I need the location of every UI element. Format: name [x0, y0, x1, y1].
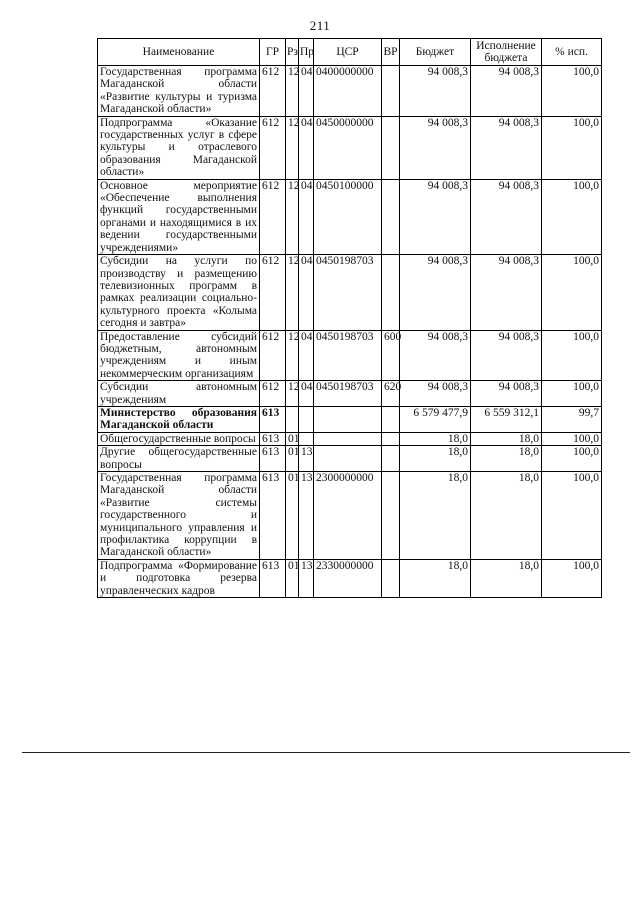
cell-budget: 18,0 — [400, 472, 471, 560]
cell-percent: 100,0 — [542, 255, 602, 330]
cell-rz: 12 — [286, 179, 299, 254]
cell-percent: 100,0 — [542, 179, 602, 254]
cell-name: Подпрограмма «Оказание государственных услуг в сфере культуры и отраслевого образования Магаданской области» — [98, 116, 260, 179]
cell-gr: 613 — [260, 559, 286, 597]
cell-execution: 94 008,3 — [471, 330, 542, 381]
cell-vr: 620 — [382, 381, 400, 407]
cell-rz: 12 — [286, 381, 299, 407]
cell-execution: 94 008,3 — [471, 66, 542, 117]
cell-csr — [314, 406, 382, 432]
cell-vr — [382, 472, 400, 560]
cell-name: Субсидии на услуги по производству и размещению телевизионных программ в рамках реализации социально-культурного проекта «Колыма сегодня и завтра» — [98, 255, 260, 330]
cell-gr: 612 — [260, 66, 286, 117]
cell-pr — [299, 406, 314, 432]
cell-csr: 0450000000 — [314, 116, 382, 179]
table-row — [98, 446, 602, 472]
cell-vr — [382, 559, 400, 597]
cell-budget: 94 008,3 — [400, 330, 471, 381]
cell-budget: 94 008,3 — [400, 381, 471, 407]
cell-csr: 2330000000 — [314, 559, 382, 597]
table-row — [98, 179, 602, 254]
cell-pr: 04 — [299, 330, 314, 381]
cell-percent: 100,0 — [542, 432, 602, 445]
cell-name: Общегосударственные вопросы — [98, 432, 260, 445]
cell-csr: 0450198703 — [314, 330, 382, 381]
header-rz: Рз — [286, 39, 299, 66]
table-row — [98, 432, 602, 445]
table-row — [98, 472, 602, 560]
cell-rz: 12 — [286, 66, 299, 117]
cell-budget: 94 008,3 — [400, 179, 471, 254]
cell-rz: 01 — [286, 472, 299, 560]
cell-pr: 13 — [299, 446, 314, 472]
cell-vr — [382, 446, 400, 472]
cell-execution: 94 008,3 — [471, 116, 542, 179]
cell-gr: 613 — [260, 446, 286, 472]
cell-execution: 94 008,3 — [471, 255, 542, 330]
cell-gr: 612 — [260, 381, 286, 407]
cell-csr — [314, 446, 382, 472]
cell-vr — [382, 116, 400, 179]
cell-percent: 100,0 — [542, 381, 602, 407]
cell-gr: 612 — [260, 255, 286, 330]
cell-rz: 12 — [286, 116, 299, 179]
cell-csr: 0450198703 — [314, 255, 382, 330]
table-row — [98, 330, 602, 381]
header-vr: ВР — [382, 39, 400, 66]
cell-execution: 18,0 — [471, 472, 542, 560]
cell-csr — [314, 432, 382, 445]
page-number: 211 — [309, 18, 331, 33]
cell-name: Подпрограмма «Формирование и подготовка резерва управленческих кадров — [98, 559, 260, 597]
cell-percent: 100,0 — [542, 330, 602, 381]
cell-csr: 0450100000 — [314, 179, 382, 254]
cell-execution: 18,0 — [471, 432, 542, 445]
cell-rz — [286, 406, 299, 432]
cell-rz: 12 — [286, 255, 299, 330]
table-row — [98, 381, 602, 407]
cell-budget: 18,0 — [400, 432, 471, 445]
cell-csr: 0450198703 — [314, 381, 382, 407]
cell-rz: 01 — [286, 446, 299, 472]
header-pr: Пр — [299, 39, 314, 66]
cell-rz: 01 — [286, 432, 299, 445]
cell-gr: 613 — [260, 472, 286, 560]
cell-percent: 100,0 — [542, 446, 602, 472]
cell-name: Субсидии автономным учреждениям — [98, 381, 260, 407]
cell-pr: 04 — [299, 255, 314, 330]
cell-name: Основное мероприятие «Обеспечение выполнения функций государственными органами и находящимися в их ведении государственными учреждениями» — [98, 179, 260, 254]
cell-name: Предоставление субсидий бюджетным, автономным учреждениям и иным некоммерческим организациям — [98, 330, 260, 381]
header-execution: Исполнение бюджета — [471, 39, 542, 66]
cell-pr: 04 — [299, 66, 314, 117]
cell-rz: 12 — [286, 330, 299, 381]
cell-vr — [382, 179, 400, 254]
header-name: Наименование — [98, 39, 260, 66]
cell-execution: 18,0 — [471, 446, 542, 472]
cell-pr: 04 — [299, 116, 314, 179]
cell-pr — [299, 432, 314, 445]
cell-vr — [382, 432, 400, 445]
cell-percent: 100,0 — [542, 116, 602, 179]
cell-budget: 6 579 477,9 — [400, 406, 471, 432]
cell-gr: 613 — [260, 432, 286, 445]
footer-divider — [22, 752, 630, 753]
header-budget: Бюджет — [400, 39, 471, 66]
table-header-row — [98, 39, 602, 66]
cell-pr: 04 — [299, 381, 314, 407]
cell-gr: 613 — [260, 406, 286, 432]
cell-execution: 94 008,3 — [471, 179, 542, 254]
table-row — [98, 255, 602, 330]
table-row — [98, 559, 602, 597]
cell-vr: 600 — [382, 330, 400, 381]
cell-name: Государственная программа Магаданской области «Развитие системы государственного и муниципального управления и профилактика коррупции в Магаданской области» — [98, 472, 260, 560]
table-row — [98, 116, 602, 179]
cell-execution: 94 008,3 — [471, 381, 542, 407]
cell-vr — [382, 406, 400, 432]
header-gr: ГР — [260, 39, 286, 66]
cell-vr — [382, 66, 400, 117]
cell-rz: 01 — [286, 559, 299, 597]
cell-execution: 18,0 — [471, 559, 542, 597]
cell-name: Государственная программа Магаданской области «Развитие культуры и туризма Магаданской области» — [98, 66, 260, 117]
cell-name: Другие общегосударственные вопросы — [98, 446, 260, 472]
cell-pr: 04 — [299, 179, 314, 254]
cell-pr: 13 — [299, 472, 314, 560]
cell-execution: 6 559 312,1 — [471, 406, 542, 432]
cell-gr: 612 — [260, 116, 286, 179]
header-csr: ЦСР — [314, 39, 382, 66]
cell-csr: 0400000000 — [314, 66, 382, 117]
cell-csr: 2300000000 — [314, 472, 382, 560]
cell-budget: 94 008,3 — [400, 116, 471, 179]
cell-vr — [382, 255, 400, 330]
table-row — [98, 66, 602, 117]
budget-table — [97, 38, 602, 598]
table-row-ministry — [98, 406, 602, 432]
header-percent: % исп. — [542, 39, 602, 66]
cell-percent: 100,0 — [542, 472, 602, 560]
cell-percent: 100,0 — [542, 66, 602, 117]
cell-budget: 18,0 — [400, 559, 471, 597]
cell-pr: 13 — [299, 559, 314, 597]
cell-budget: 94 008,3 — [400, 255, 471, 330]
cell-name: Министерство образования Магаданской области — [98, 406, 260, 432]
cell-gr: 612 — [260, 179, 286, 254]
cell-percent: 100,0 — [542, 559, 602, 597]
cell-budget: 94 008,3 — [400, 66, 471, 117]
cell-percent: 99,7 — [542, 406, 602, 432]
cell-gr: 612 — [260, 330, 286, 381]
cell-budget: 18,0 — [400, 446, 471, 472]
